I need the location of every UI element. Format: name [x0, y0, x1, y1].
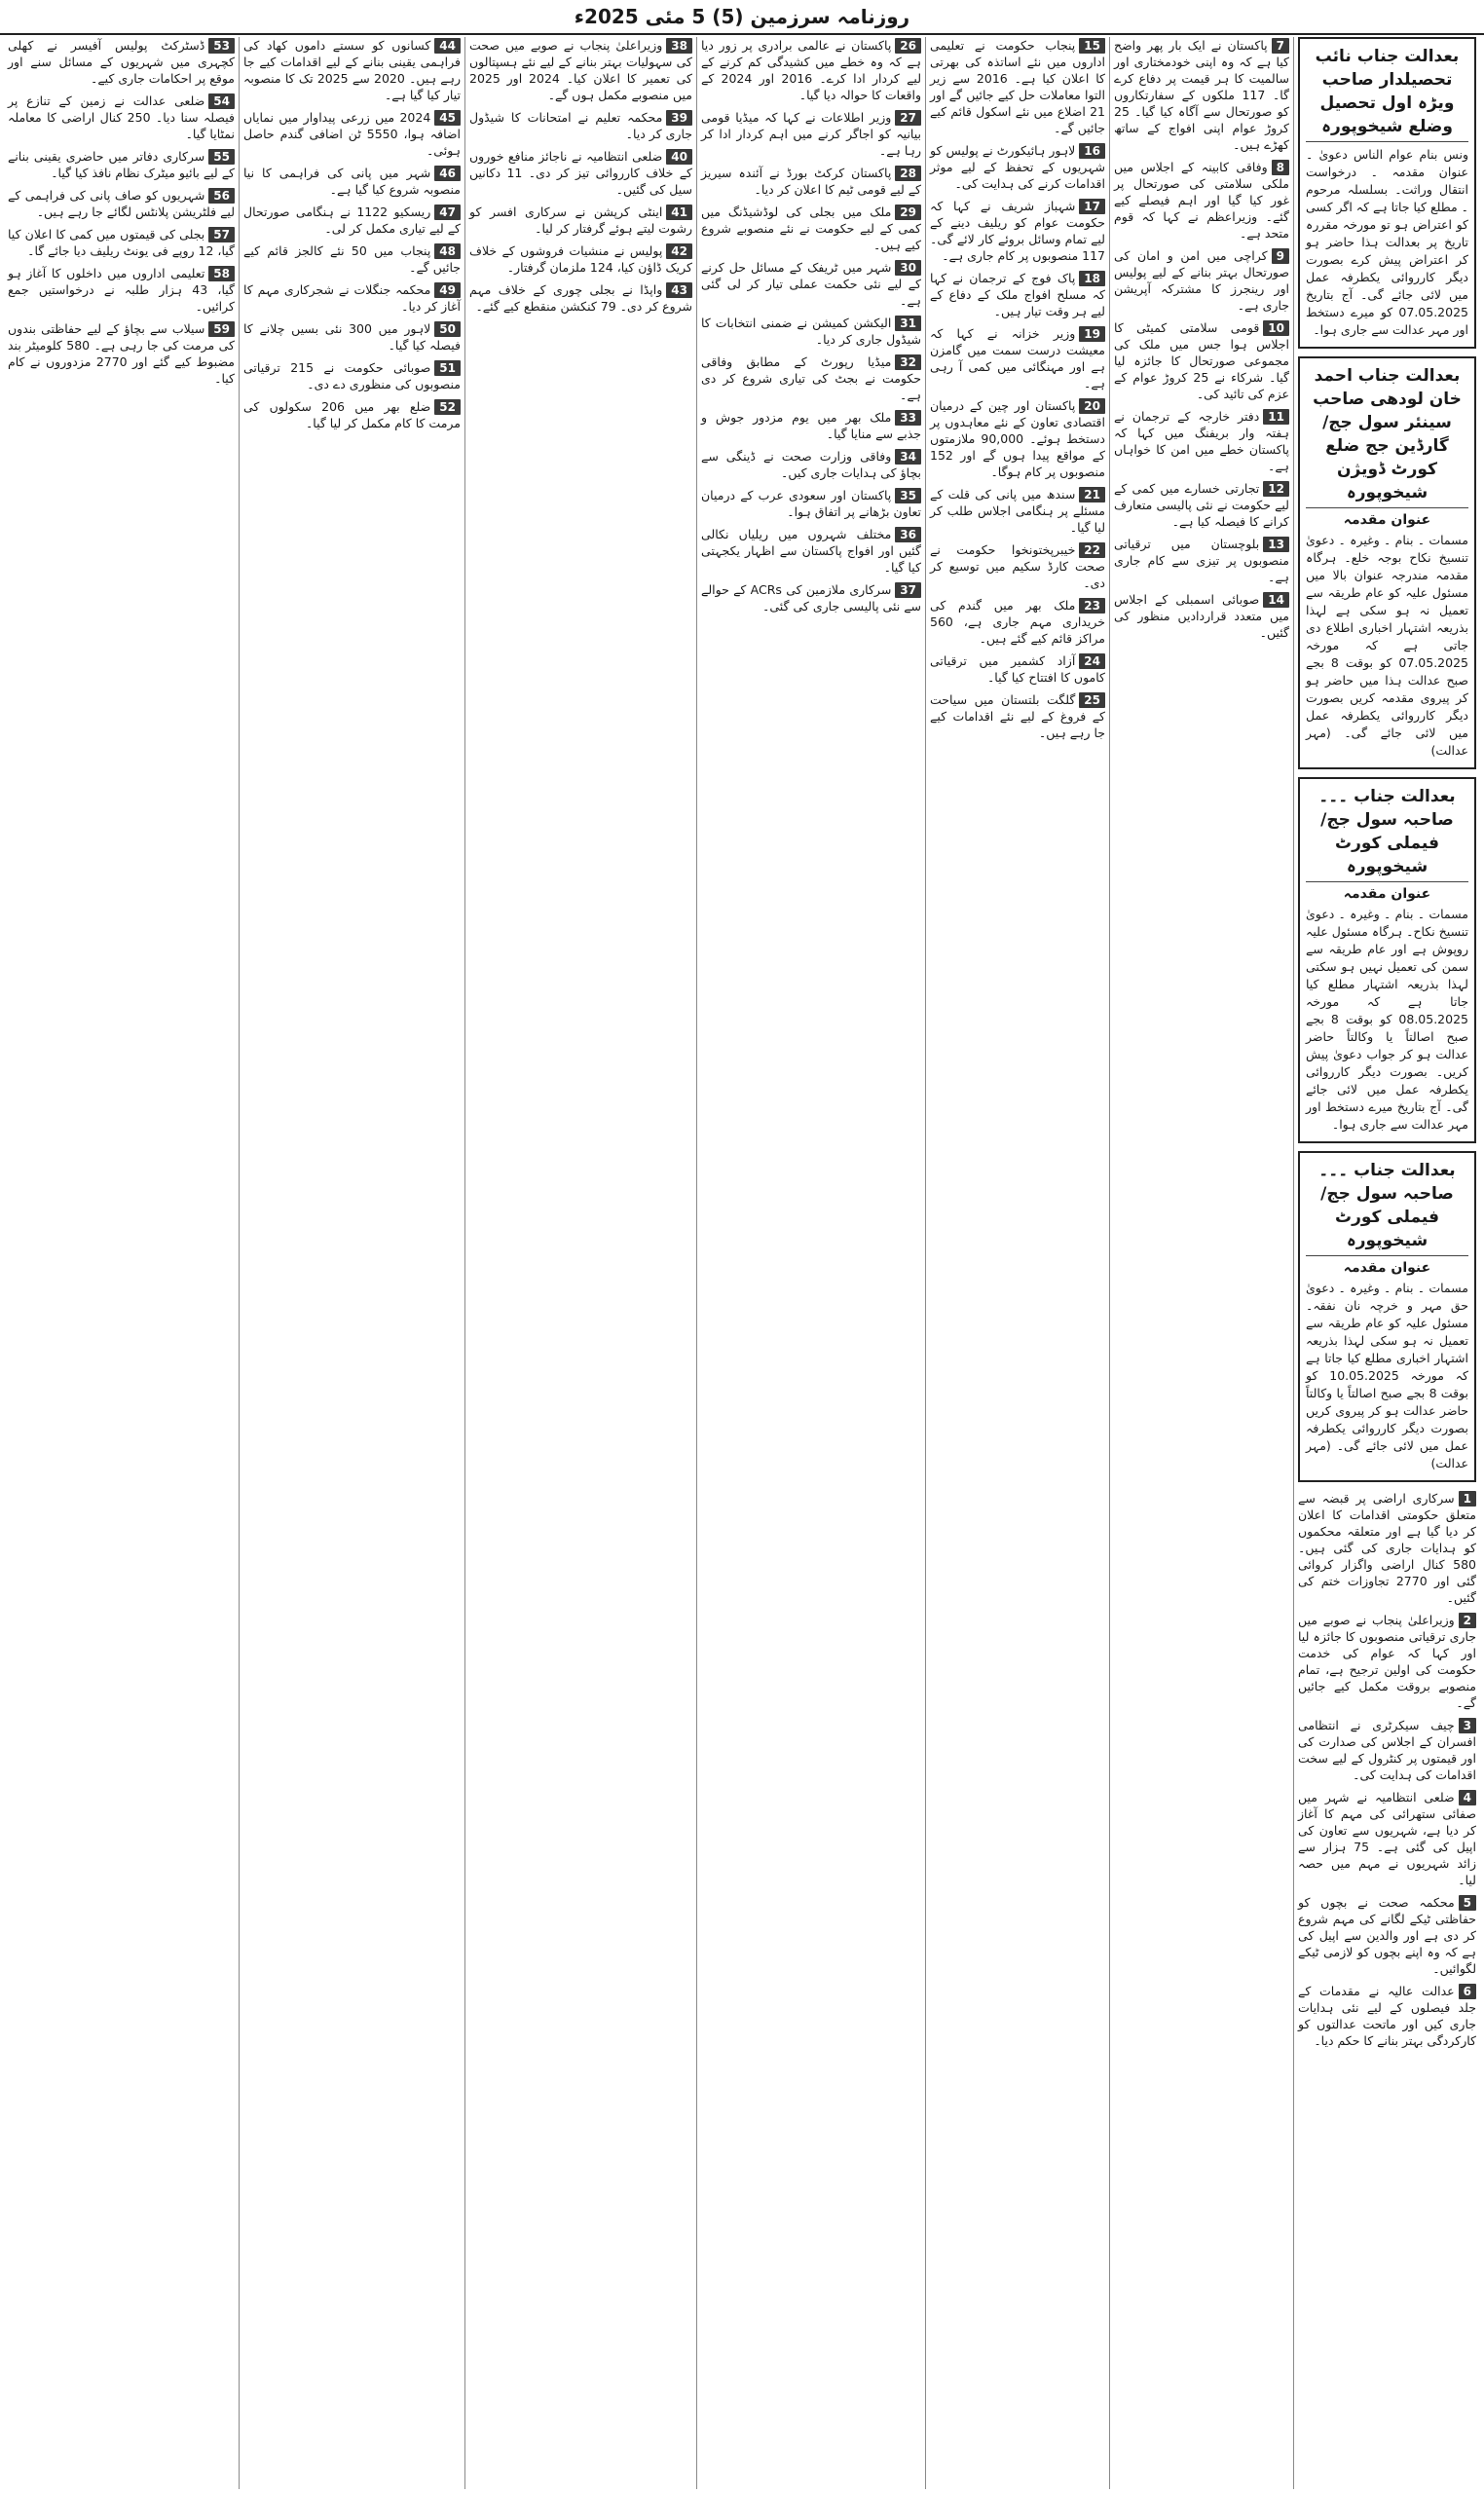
news-text: محکمہ صحت نے بچوں کو حفاظتی ٹیکے لگانے کی مہم شروع کر دی ہے اور والدین سے اپیل کی ہے کہ وہ اپنے بچوں کو لازمی ٹیکے لگوائیں۔ — [1298, 1895, 1476, 1976]
news-text: کراچی میں امن و امان کی صورتحال بہتر بنانے کے لیے پولیس اور رینجرز کا مشترکہ آپریشن جاری ہے۔ — [1114, 248, 1289, 313]
court-notice — [1298, 777, 1476, 1143]
column-notices — [1293, 37, 1480, 2489]
news-text: واپڈا نے بجلی چوری کے خلاف مہم شروع کر دی۔ 79 کنکشن منقطع کیے گئے۔ — [469, 282, 692, 314]
news-number-badge: 4 — [1459, 1790, 1476, 1805]
news-item — [1298, 1612, 1476, 1711]
news-number-badge: 54 — [208, 93, 235, 109]
news-text: ملک بھر میں گندم کی خریداری مہم جاری ہے، 560 مراکز قائم کیے گئے ہیں۔ — [930, 598, 1105, 646]
notice-body: مسمات ۔ بنام ۔ وغیرہ ۔ دعویٰ حق مہر و خرچہ نان نفقہ۔ مسئول علیہ کو عام طریقہ سے تعمیل نہ ہو سکی لہذا بذریعہ اشتہار اخباری مطلع کیا جاتا ہے کہ مورخہ 10.05.2025 کو بوقت 8 بجے صبح اصالتاً یا وکالتاً حاضر عدالت ہو کر پیروی کریں بصورت دیگر کارروائی یکطرفہ عمل میں لائی جائے گی۔ (مہر عدالت) — [1306, 1281, 1468, 1470]
news-number-badge: 31 — [895, 316, 921, 331]
news-number-badge: 47 — [434, 205, 461, 220]
news-text: وفاقی کابینہ کے اجلاس میں ملکی سلامتی کی صورتحال پر غور کیا گیا اور اہم فیصلے کیے گئے۔ وزیراعظم نے کہا کہ قوم متحد ہے۔ — [1114, 160, 1289, 241]
news-item — [930, 397, 1105, 480]
news-item — [1114, 247, 1289, 314]
news-number-badge: 45 — [434, 110, 461, 126]
news-list — [1298, 1490, 1476, 2049]
news-item — [8, 320, 235, 387]
news-text: وزیر اطلاعات نے کہا کہ میڈیا قومی بیانیہ کو اجاگر کرنے میں اہم کردار ادا کر رہا ہے۔ — [701, 110, 921, 158]
news-text: پولیس نے منشیات فروشوں کے خلاف کریک ڈاؤن کیا، 124 ملزمان گرفتار۔ — [469, 243, 692, 275]
news-column — [239, 37, 464, 2489]
news-number-badge: 11 — [1263, 409, 1289, 425]
news-item — [1298, 1894, 1476, 1977]
news-text: میڈیا رپورٹ کے مطابق وفاقی حکومت نے بجٹ کی تیاری شروع کر دی ہے۔ — [701, 354, 921, 402]
news-text: پاکستان نے ایک بار پھر واضح کیا ہے کہ وہ اپنی خودمختاری اور سالمیت کا ہر قیمت پر دفاع کرے گا۔ 117 ملکوں کے سفارتکاروں کو صورتحال سے آگاہ کیا گیا۔ 25 کروڑ عوام اپنی افواج کے ساتھ کھڑے ہیں۔ — [1114, 38, 1290, 152]
notice-subheading: عنوان مقدمہ — [1343, 886, 1431, 902]
news-number-badge: 20 — [1079, 398, 1105, 414]
news-text: ضلعی عدالت نے زمین کے تنازع پر فیصلہ سنا دیا۔ 250 کنال اراضی کا معاملہ نمٹایا گیا۔ — [8, 93, 235, 141]
notice-heading: بعدالت جناب نائب تحصیلدار صاحب ویڑہ اول تحصیل وضلع شیخوپورہ — [1306, 45, 1468, 142]
news-text: سرکاری اراضی پر قبضہ سے متعلق حکومتی اقدامات کا اعلان کر دیا گیا ہے اور متعلقہ محکموں کو ہدایات جاری کی گئی ہیں۔ 580 کنال اراضی واگزار کروائی گئی اور 2770 تجاوزات ختم کی گئیں۔ — [1298, 1491, 1476, 1605]
news-number-badge: 2 — [1459, 1613, 1476, 1628]
news-number-badge: 12 — [1263, 481, 1289, 497]
news-number-badge: 1 — [1459, 1491, 1476, 1507]
news-text: بلوچستان میں ترقیاتی منصوبوں پر تیزی سے کام جاری ہے۔ — [1114, 537, 1289, 584]
news-number-badge: 40 — [666, 149, 692, 165]
news-item — [1298, 1789, 1476, 1888]
news-text: سرکاری دفاتر میں حاضری یقینی بنانے کے لیے بائیو میٹرک نظام نافذ کیا گیا۔ — [8, 149, 235, 180]
news-text: پاکستان اور چین کے درمیان اقتصادی تعاون کے نئے معاہدوں پر دستخط ہوئے۔ 90,000 ملازمتوں کے مواقع پیدا ہوں گے اور 152 منصوبوں پر کام ہوگا۔ — [930, 398, 1105, 479]
news-number-badge: 14 — [1263, 592, 1289, 608]
news-item — [469, 148, 692, 198]
news-text: ضلعی انتظامیہ نے ناجائز منافع خوروں کے خلاف کارروائی تیز کر دی۔ 11 دکانیں سیل کی گئیں۔ — [469, 149, 692, 197]
news-number-badge: 10 — [1263, 320, 1289, 336]
news-item — [701, 581, 921, 614]
news-text: سرکاری ملازمین کی ACRs کے حوالے سے نئی پالیسی جاری کی گئی۔ — [701, 582, 921, 614]
news-text: الیکشن کمیشن نے ضمنی انتخابات کا شیڈول جاری کر دیا۔ — [701, 316, 921, 347]
court-notice — [1298, 356, 1476, 769]
news-text: خیبرپختونخوا حکومت نے صحت کارڈ سکیم میں توسیع کر دی۔ — [930, 542, 1105, 590]
masthead-title: روزنامہ سرزمین (5) 5 مئی 2025ء — [574, 5, 910, 28]
news-number-badge: 41 — [666, 205, 692, 220]
news-item — [930, 541, 1105, 591]
news-number-badge: 34 — [895, 449, 921, 465]
news-number-badge: 21 — [1079, 487, 1105, 502]
news-number-badge: 7 — [1272, 38, 1289, 54]
news-text: ضلعی انتظامیہ نے شہر میں صفائی ستھرائی کی مہم کا آغاز کر دیا ہے، شہریوں سے تعاون کی اپیل کی گئی ہے۔ 75 ہزار سے زائد شہریوں نے مہم میں حصہ لیا۔ — [1298, 1790, 1476, 1887]
news-text: ضلع بھر میں 206 سکولوں کی مرمت کا کام مکمل کر لیا گیا۔ — [243, 399, 461, 430]
news-item — [8, 37, 235, 87]
news-number-badge: 42 — [666, 243, 692, 259]
news-item — [243, 165, 461, 198]
news-text: شہریوں کو صاف پانی کی فراہمی کے لیے فلٹریشن پلانٹس لگائے جا رہے ہیں۔ — [8, 188, 235, 219]
news-item — [701, 487, 921, 520]
news-item — [701, 259, 921, 309]
news-number-badge: 37 — [895, 582, 921, 598]
news-text: محکمہ تعلیم نے امتحانات کا شیڈول جاری کر دیا۔ — [469, 110, 692, 141]
news-text: پاک فوج کے ترجمان نے کہا کہ مسلح افواج ملک کے دفاع کے لیے ہر وقت تیار ہیں۔ — [930, 271, 1105, 318]
news-item — [930, 142, 1105, 192]
news-text: پنجاب حکومت نے تعلیمی اداروں میں نئے اساتذہ کی بھرتی کا اعلان کیا ہے۔ 2016 سے زیر التوا معاملات حل کیے جائیں گے اور 21 اضلاع میں نئے اسکول قائم کیے جائیں گے۔ — [930, 38, 1105, 135]
news-item — [930, 270, 1105, 319]
news-number-badge: 6 — [1459, 1984, 1476, 1999]
news-item — [930, 691, 1105, 741]
news-number-badge: 58 — [208, 266, 235, 281]
news-text: شہر میں پانی کی فراہمی کا نیا منصوبہ شروع کیا گیا ہے۔ — [243, 166, 461, 197]
news-text: ریسکیو 1122 نے ہنگامی صورتحال کے لیے تیاری مکمل کر لی۔ — [243, 205, 461, 236]
newspaper-sheet — [4, 37, 1480, 2489]
news-text: سیلاب سے بچاؤ کے لیے حفاظتی بندوں کی مرمت کی جا رہی ہے۔ 580 کلومیٹر بند مضبوط کیے گئے اور 2770 مزدوروں نے کام کیا۔ — [8, 321, 236, 386]
news-item — [930, 198, 1105, 264]
notice-heading: بعدالت جناب ۔۔۔ صاحبہ سول جج/فیملی کورٹ شیخوپورہ — [1306, 1159, 1468, 1256]
news-item — [1114, 159, 1289, 242]
news-number-badge: 39 — [666, 110, 692, 126]
news-item — [1298, 1717, 1476, 1783]
news-column — [925, 37, 1109, 2489]
news-text: تجارتی خسارے میں کمی کے لیے حکومت نے نئی پالیسی متعارف کرانے کا فیصلہ کیا ہے۔ — [1114, 481, 1289, 529]
news-number-badge: 38 — [666, 38, 692, 54]
news-text: وزیر خزانہ نے کہا کہ معیشت درست سمت میں گامزن ہے اور مہنگائی میں کمی آ رہی ہے۔ — [930, 326, 1105, 391]
news-item — [469, 204, 692, 237]
news-number-badge: 25 — [1079, 692, 1105, 708]
news-item — [1298, 1490, 1476, 1606]
news-item — [701, 109, 921, 159]
news-text: عدالت عالیہ نے مقدمات کے جلد فیصلوں کے لیے نئی ہدایات جاری کیں اور ماتحت عدالتوں کو کارکردگی بہتر بنانے کا حکم دیا۔ — [1298, 1984, 1476, 2048]
news-number-badge: 15 — [1079, 38, 1105, 54]
news-item — [469, 281, 692, 315]
notice-subheading: عنوان مقدمہ — [1343, 1260, 1431, 1276]
news-text: ملک میں بجلی کی لوڈشیڈنگ میں کمی کے لیے حکومت نے نئے منصوبے شروع کیے ہیں۔ — [701, 205, 921, 252]
news-list — [8, 37, 235, 387]
news-number-badge: 36 — [895, 527, 921, 542]
news-item — [469, 242, 692, 276]
news-text: لاہور ہائیکورٹ نے پولیس کو شہریوں کے تحفظ کے لیے موثر اقدامات کرنے کی ہدایت کی۔ — [930, 143, 1105, 191]
news-item — [1298, 1983, 1476, 2049]
news-list — [243, 37, 461, 431]
news-item — [930, 597, 1105, 647]
news-item — [1114, 408, 1289, 474]
news-item — [469, 37, 692, 103]
news-number-badge: 28 — [895, 166, 921, 181]
news-item — [1114, 591, 1289, 641]
news-number-badge: 43 — [666, 282, 692, 298]
news-text: وفاقی وزارت صحت نے ڈینگی سے بچاؤ کی ہدایات جاری کیں۔ — [701, 449, 921, 480]
news-number-badge: 59 — [208, 321, 235, 337]
news-number-badge: 46 — [434, 166, 461, 181]
news-number-badge: 57 — [208, 227, 235, 242]
news-number-badge: 55 — [208, 149, 235, 165]
news-list — [1114, 37, 1289, 641]
news-number-badge: 23 — [1079, 598, 1105, 614]
news-text: لاہور میں 300 نئی بسیں چلانے کا فیصلہ کیا گیا۔ — [243, 321, 461, 353]
news-item — [701, 37, 921, 103]
news-number-badge: 49 — [434, 282, 461, 298]
news-item — [701, 315, 921, 348]
news-number-badge: 9 — [1272, 248, 1289, 264]
news-number-badge: 30 — [895, 260, 921, 276]
notice-body: مسمات ۔ بنام ۔ وغیرہ ۔ دعویٰ تنسیخ نکاح بوجہ خلع۔ ہرگاہ مقدمہ مندرجہ عنوان بالا میں مسئول علیہ کو عام طریقہ سے تعمیل نہ ہو سکی ہے لہذا بذریعہ اشتہار اخباری اطلاع دی جاتی ہے کہ مورخہ 07.05.2025 کو بوقت 8 بجے صبح عدالت ہذا میں حاضر ہو کر پیروی مقدمہ کریں بصورت دیگر کارروائی یکطرفہ عمل میں لائی جائے گی۔ (مہر عدالت) — [1306, 533, 1468, 758]
court-notice — [1298, 37, 1476, 349]
news-number-badge: 32 — [895, 354, 921, 370]
news-number-badge: 56 — [208, 188, 235, 204]
news-text: وزیراعلیٰ پنجاب نے صوبے میں جاری ترقیاتی منصوبوں کا جائزہ لیا اور کہا کہ عوام کی خدمت حکومت کی اولین ترجیح ہے، تمام منصوبے بروقت مکمل کیے جائیں گے۔ — [1298, 1613, 1476, 1710]
news-number-badge: 17 — [1079, 199, 1105, 214]
news-item — [930, 486, 1105, 536]
notice-subheading: عنوان مقدمہ — [1343, 512, 1431, 528]
news-text: مختلف شہروں میں ریلیاں نکالی گئیں اور افواج پاکستان سے اظہار یکجہتی کیا گیا۔ — [701, 527, 921, 575]
news-column — [1109, 37, 1293, 2489]
news-item — [469, 109, 692, 142]
notice-body: مسمات ۔ بنام ۔ وغیرہ ۔ دعویٰ تنسیخ نکاح۔ ہرگاہ مسئول علیہ روپوش ہے اور عام طریقہ سے سمن کی تعمیل نہیں ہو سکتی لہذا بذریعہ اشتہار مطلع کیا جاتا ہے کہ مورخہ 08.05.2025 کو بوقت 8 بجے صبح اصالتاً یا وکالتاً حاضر عدالت ہو کر جواب دعویٰ پیش کریں۔ بصورت دیگر کارروائی یکطرفہ عمل میں لائی جائے گی۔ آج بتاریخ میرے دستخط اور مہر عدالت سے جاری ہوا۔ — [1306, 907, 1468, 1132]
news-text: تعلیمی اداروں میں داخلوں کا آغاز ہو گیا، 43 ہزار طلبہ نے درخواستیں جمع کرائیں۔ — [8, 266, 236, 314]
news-number-badge: 5 — [1459, 1895, 1476, 1911]
news-column — [464, 37, 696, 2489]
news-item — [243, 359, 461, 392]
news-column — [4, 37, 239, 2489]
news-item — [701, 353, 921, 403]
news-text: شہر میں ٹریفک کے مسائل حل کرنے کے لیے نئی حکمت عملی تیار کر لی گئی ہے۔ — [701, 260, 921, 308]
news-text: محکمہ جنگلات نے شجرکاری مہم کا آغاز کر دیا۔ — [243, 282, 461, 314]
news-item — [243, 109, 461, 159]
news-item — [930, 37, 1105, 136]
news-number-badge: 22 — [1079, 542, 1105, 558]
news-number-badge: 16 — [1079, 143, 1105, 159]
news-list — [701, 37, 921, 614]
news-number-badge: 33 — [895, 410, 921, 426]
news-number-badge: 29 — [895, 205, 921, 220]
news-item — [701, 165, 921, 198]
news-list — [930, 37, 1105, 741]
news-text: سندھ میں پانی کی قلت کے مسئلے پر ہنگامی اجلاس طلب کر لیا گیا۔ — [930, 487, 1105, 535]
news-number-badge: 3 — [1459, 1718, 1476, 1733]
news-text: چیف سیکرٹری نے انتظامی افسران کے اجلاس کی صدارت کی اور قیمتوں پر کنٹرول کے لیے سخت اقدامات کی ہدایت کی۔ — [1298, 1718, 1476, 1782]
news-text: پاکستان کرکٹ بورڈ نے آئندہ سیریز کے لیے قومی ٹیم کا اعلان کر دیا۔ — [701, 166, 921, 197]
masthead — [0, 0, 1484, 35]
news-number-badge: 27 — [895, 110, 921, 126]
news-item — [243, 320, 461, 353]
news-number-badge: 18 — [1079, 271, 1105, 286]
news-item — [701, 526, 921, 576]
news-number-badge: 24 — [1079, 653, 1105, 669]
news-text: صوبائی اسمبلی کے اجلاس میں متعدد قراردادیں منظور کی گئیں۔ — [1114, 592, 1289, 640]
news-item — [243, 281, 461, 315]
news-text: دفتر خارجہ کے ترجمان نے ہفتہ وار بریفنگ میں کہا کہ پاکستان خطے میں امن کا خواہاں ہے۔ — [1114, 409, 1289, 473]
news-text: آزاد کشمیر میں ترقیاتی کاموں کا افتتاح کیا گیا۔ — [930, 653, 1105, 685]
court-notice — [1298, 1151, 1476, 1482]
news-number-badge: 44 — [434, 38, 461, 54]
news-item — [701, 448, 921, 481]
news-text: ملک بھر میں یوم مزدور جوش و جذبے سے منایا گیا۔ — [701, 410, 921, 441]
notice-heading: بعدالت جناب ۔۔۔ صاحبہ سول جج/فیملی کورٹ شیخوپورہ — [1306, 785, 1468, 882]
news-text: گلگت بلتستان میں سیاحت کے فروغ کے لیے نئے اقدامات کیے جا رہے ہیں۔ — [930, 692, 1105, 740]
news-item — [930, 652, 1105, 686]
news-text: قومی سلامتی کمیٹی کا اجلاس ہوا جس میں ملک کی مجموعی صورتحال کا جائزہ لیا گیا۔ شرکاء نے 25 کروڑ عوام کے عزم کی تائید کی۔ — [1114, 320, 1289, 401]
news-text: اینٹی کرپشن نے سرکاری افسر کو رشوت لیتے ہوئے گرفتار کر لیا۔ — [469, 205, 692, 236]
news-item — [1114, 37, 1289, 153]
news-text: پاکستان اور سعودی عرب کے درمیان تعاون بڑھانے پر اتفاق ہوا۔ — [701, 488, 921, 519]
news-item — [8, 226, 235, 259]
news-item — [8, 93, 235, 142]
news-text: بجلی کی قیمتوں میں کمی کا اعلان کیا گیا، 12 روپے فی یونٹ ریلیف دیا جائے گا۔ — [8, 227, 235, 258]
news-number-badge: 8 — [1272, 160, 1289, 175]
news-text: وزیراعلیٰ پنجاب نے صوبے میں صحت کی سہولیات بہتر بنانے کے لیے نئے ہسپتالوں کی تعمیر کا اعلان کیا۔ 2024 اور 2025 میں منصوبے مکمل ہوں گے۔ — [469, 38, 693, 102]
news-number-badge: 52 — [434, 399, 461, 415]
news-number-badge: 53 — [208, 38, 235, 54]
news-item — [243, 398, 461, 431]
news-text: کسانوں کو سستے داموں کھاد کی فراہمی یقینی بنانے کے لیے اقدامات کیے جا رہے ہیں۔ 2020 سے 2025 تک کا منصوبہ تیار کیا گیا ہے۔ — [243, 38, 461, 102]
news-item — [1114, 319, 1289, 402]
news-text: شہباز شریف نے کہا کہ حکومت عوام کو ریلیف دینے کے لیے تمام وسائل بروئے کار لائے گی۔ 117 منصوبوں پر کام جاری ہے۔ — [930, 199, 1105, 263]
news-list — [469, 37, 692, 315]
news-column — [696, 37, 925, 2489]
news-text: صوبائی حکومت نے 215 ترقیاتی منصوبوں کی منظوری دے دی۔ — [243, 360, 461, 391]
news-number-badge: 19 — [1079, 326, 1105, 342]
news-number-badge: 35 — [895, 488, 921, 503]
news-item — [8, 187, 235, 220]
news-item — [243, 242, 461, 276]
news-number-badge: 26 — [895, 38, 921, 54]
news-text: پاکستان نے عالمی برادری پر زور دیا ہے کہ وہ خطے میں کشیدگی کم کرنے کے لیے کردار ادا کرے۔ 2016 اور 2024 کے واقعات کا حوالہ دیا گیا۔ — [701, 38, 922, 102]
news-number-badge: 13 — [1263, 537, 1289, 552]
news-item — [1114, 480, 1289, 530]
news-text: 2024 میں زرعی پیداوار میں نمایاں اضافہ ہوا، 5550 ٹن اضافی گندم حاصل ہوئی۔ — [243, 110, 461, 158]
news-item — [8, 148, 235, 181]
news-text: ڈسٹرکٹ پولیس آفیسر نے کھلی کچہری میں شہریوں کے مسائل سنے اور موقع پر احکامات جاری کیے۔ — [8, 38, 235, 86]
news-item — [1114, 536, 1289, 585]
news-item — [701, 204, 921, 253]
news-number-badge: 51 — [434, 360, 461, 376]
news-item — [243, 37, 461, 103]
news-text: پنجاب میں 50 نئے کالجز قائم کیے جائیں گے۔ — [243, 243, 461, 275]
news-number-badge: 50 — [434, 321, 461, 337]
news-number-badge: 48 — [434, 243, 461, 259]
notice-body: ونس بنام عوام الناس دعویٰ ۔ عنوان مقدمہ ۔ درخواست انتقال وراثت۔ بسلسلہ مرحوم ۔ مطلع کیا جاتا ہے کہ اگر کسی کو اعتراض ہو تو مورخہ مقررہ تاریخ پر بعدالت ہذا حاضر ہو کر اعتراض پیش کرے بصورت دیگر کارروائی یکطرفہ عمل میں لائی جائے گی۔ آج بتاریخ 07.05.2025 کو میرے دستخط اور مہر عدالت سے جاری ہوا۔ — [1306, 147, 1468, 337]
news-item — [930, 325, 1105, 391]
news-item — [243, 204, 461, 237]
news-item — [8, 265, 235, 315]
news-item — [701, 409, 921, 442]
notice-heading: بعدالت جناب احمد خان لودھی صاحب سینئر سول جج/گارڈین جج ضلع کورٹ ڈویژن شیخوپورہ — [1306, 364, 1468, 508]
